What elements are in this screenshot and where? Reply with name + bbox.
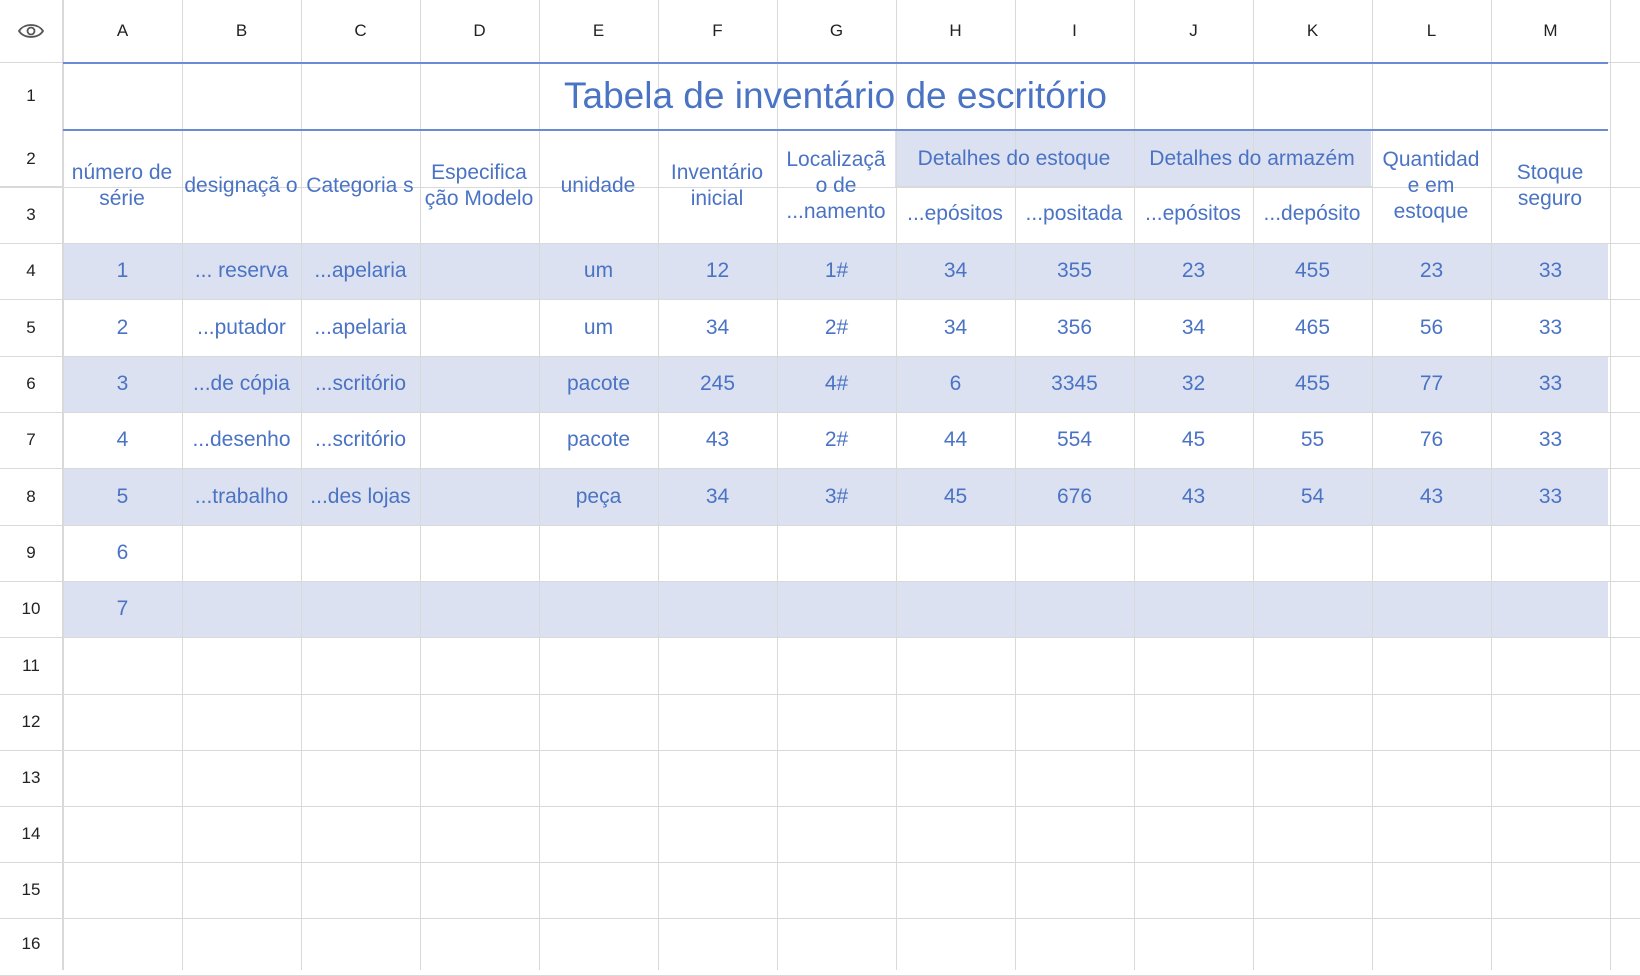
cell-k6[interactable]: 455 <box>1294 372 1331 395</box>
row-header-2[interactable]: 2 <box>26 148 36 168</box>
cell-c5[interactable]: ...apelaria <box>314 315 407 339</box>
row-header-14[interactable]: 14 <box>21 824 41 843</box>
cell-m9[interactable] <box>1491 525 1610 581</box>
cell-l5[interactable]: 56 <box>1419 315 1444 339</box>
column-header-m[interactable]: M <box>1543 21 1558 40</box>
cell-c9[interactable] <box>301 525 420 581</box>
cell-h6[interactable]: 6 <box>949 372 962 395</box>
cell-g4[interactable]: 1# <box>824 259 849 282</box>
cell-h10[interactable] <box>896 581 1015 637</box>
row-header-16[interactable]: 16 <box>21 934 41 953</box>
cell-b9[interactable] <box>182 525 301 581</box>
grid-line <box>0 806 1640 807</box>
cell-l9[interactable] <box>1372 525 1491 581</box>
cell-h9[interactable] <box>896 525 1015 581</box>
header-designation[interactable]: designaçã o <box>184 174 298 197</box>
header-unit[interactable]: unidade <box>560 174 636 197</box>
cell-j8[interactable]: 43 <box>1181 484 1206 508</box>
cell-i6[interactable]: 3345 <box>1051 372 1098 395</box>
cell-g7[interactable]: 2# <box>824 428 849 451</box>
cell-c8[interactable]: ...des lojas <box>310 484 411 508</box>
cell-e4[interactable]: um <box>583 259 614 282</box>
cell-d9[interactable] <box>420 525 539 581</box>
cell-h4[interactable]: 34 <box>943 259 968 282</box>
header-quantity-in-stock[interactable]: Quantidad e em estoque <box>1382 148 1480 223</box>
grid-line <box>0 637 1640 638</box>
header-serial[interactable]: número de série <box>71 161 173 210</box>
cell-j7[interactable]: 45 <box>1181 428 1206 451</box>
cell-l6[interactable]: 77 <box>1419 372 1444 395</box>
cell-h7[interactable]: 44 <box>943 428 968 451</box>
cell-j9[interactable] <box>1134 525 1253 581</box>
row-header-10[interactable]: 10 <box>21 599 41 618</box>
cell-d7[interactable] <box>420 412 539 468</box>
row-header-8[interactable]: 8 <box>26 486 36 506</box>
cell-e10[interactable] <box>539 581 658 637</box>
column-header-c[interactable]: C <box>354 21 367 40</box>
cell-f6[interactable]: 245 <box>699 372 736 395</box>
cell-f5[interactable]: 34 <box>705 315 730 339</box>
header-safe-stock[interactable]: Stoque seguro <box>1516 161 1584 210</box>
cell-j10[interactable] <box>1134 581 1253 637</box>
cell-j5[interactable]: 34 <box>1181 315 1206 339</box>
cell-i8[interactable]: 676 <box>1056 484 1093 508</box>
row-header-5[interactable]: 5 <box>26 317 36 337</box>
header-initial-inventory[interactable]: Inventário inicial <box>670 161 764 210</box>
header-spec-model[interactable]: Especifica ção Modelo <box>424 161 534 210</box>
row-header-11[interactable]: 11 <box>22 655 40 675</box>
cell-d8[interactable] <box>420 468 539 525</box>
header-warehouse-details[interactable]: Detalhes do armazém <box>1149 146 1355 170</box>
cell-m5[interactable]: 33 <box>1538 315 1563 339</box>
cell-m10[interactable] <box>1491 581 1610 637</box>
cell-c4[interactable]: ...apelaria <box>314 259 407 282</box>
cell-g5[interactable]: 2# <box>824 315 849 339</box>
cell-a10[interactable]: 7 <box>116 597 129 620</box>
row-header-6[interactable]: 6 <box>26 374 36 393</box>
cell-b8[interactable]: ...trabalho <box>194 484 289 508</box>
cell-e7[interactable]: pacote <box>566 428 631 451</box>
cell-d5[interactable] <box>420 299 539 356</box>
cell-k7[interactable]: 55 <box>1300 428 1325 451</box>
header-stock-deposits[interactable]: ...epósitos <box>907 202 1003 225</box>
cell-b10[interactable] <box>182 581 301 637</box>
cell-c7[interactable]: ...scritório <box>314 428 406 451</box>
cell-k4[interactable]: 455 <box>1294 259 1331 282</box>
grid-line <box>0 750 1640 751</box>
row-header-9[interactable]: 9 <box>26 543 36 562</box>
eye-icon[interactable] <box>0 0 62 62</box>
cell-b5[interactable]: ...putador <box>197 315 286 339</box>
cell-f4[interactable]: 12 <box>705 259 730 282</box>
sheet-title[interactable]: Tabela de inventário de escritório <box>564 75 1107 116</box>
row-header-3[interactable]: 3 <box>26 205 36 224</box>
cell-i10[interactable] <box>1015 581 1134 637</box>
cell-f7[interactable]: 43 <box>705 428 730 451</box>
cell-d6[interactable] <box>420 356 539 412</box>
cell-m4[interactable]: 33 <box>1538 259 1563 282</box>
cell-j4[interactable]: 23 <box>1181 259 1206 282</box>
header-stock-details[interactable]: Detalhes do estoque <box>917 146 1111 170</box>
grid-line <box>0 862 1640 863</box>
cell-f9[interactable] <box>658 525 777 581</box>
cell-k5[interactable]: 465 <box>1294 315 1331 339</box>
cell-b4[interactable]: ... reserva <box>194 259 289 282</box>
cell-a7[interactable]: 4 <box>116 428 129 451</box>
cell-a9[interactable]: 6 <box>116 541 129 564</box>
cell-a6[interactable]: 3 <box>116 372 129 395</box>
cell-f8[interactable]: 34 <box>705 484 730 508</box>
cell-i7[interactable]: 554 <box>1056 428 1093 451</box>
cell-h5[interactable]: 34 <box>943 315 968 339</box>
cell-a5[interactable]: 2 <box>116 315 129 339</box>
cell-a4[interactable]: 1 <box>116 259 129 282</box>
cell-l7[interactable]: 76 <box>1419 428 1444 451</box>
cell-d10[interactable] <box>420 581 539 637</box>
cell-e6[interactable]: pacote <box>566 372 631 395</box>
column-header-f[interactable]: F <box>712 21 723 40</box>
cell-g9[interactable] <box>777 525 896 581</box>
header-warehouse-deposits[interactable]: ...epósitos <box>1145 202 1241 225</box>
cell-l8[interactable]: 43 <box>1419 484 1444 508</box>
column-header-g[interactable]: G <box>829 21 844 40</box>
row-header-12[interactable]: 12 <box>21 712 41 731</box>
header-warehouse-deposit[interactable]: ...depósito <box>1263 202 1361 225</box>
grid-line <box>1610 0 1611 970</box>
row-header-4[interactable]: 4 <box>26 261 36 280</box>
row-header-15[interactable]: 15 <box>21 880 41 899</box>
cell-m6[interactable]: 33 <box>1538 372 1563 395</box>
cell-e5[interactable]: um <box>583 315 614 339</box>
cell-k8[interactable]: 54 <box>1300 484 1325 508</box>
cell-h8[interactable]: 45 <box>943 484 968 508</box>
column-header-d[interactable]: D <box>473 21 486 40</box>
cell-j6[interactable]: 32 <box>1181 372 1206 395</box>
grid-line <box>0 918 1640 919</box>
header-stock-deposited[interactable]: ...positada <box>1025 202 1123 225</box>
row-header-7[interactable]: 7 <box>26 430 36 449</box>
column-header-e[interactable]: E <box>592 21 605 40</box>
cell-k9[interactable] <box>1253 525 1372 581</box>
cell-g8[interactable]: 3# <box>824 484 849 508</box>
column-header-i[interactable]: I <box>1072 21 1077 40</box>
cell-c6[interactable]: ...scritório <box>314 372 406 395</box>
cell-i5[interactable]: 356 <box>1056 315 1093 339</box>
cell-b6[interactable]: ...de cópia <box>193 372 290 395</box>
cell-i9[interactable] <box>1015 525 1134 581</box>
cell-l10[interactable] <box>1372 581 1491 637</box>
cell-g10[interactable] <box>777 581 896 637</box>
cell-e9[interactable] <box>539 525 658 581</box>
column-header-a[interactable]: A <box>116 21 129 40</box>
cell-m8[interactable]: 33 <box>1538 484 1563 508</box>
cell-g6[interactable]: 4# <box>824 372 849 395</box>
cell-f10[interactable] <box>658 581 777 637</box>
grid-line <box>0 694 1640 695</box>
cell-a8[interactable]: 5 <box>116 484 129 508</box>
header-category[interactable]: Categoria s <box>306 174 414 197</box>
cell-k10[interactable] <box>1253 581 1372 637</box>
column-header-b[interactable]: B <box>235 21 248 40</box>
column-header-j[interactable]: J <box>1189 21 1198 40</box>
cell-e8[interactable]: peça <box>575 484 622 508</box>
cell-b7[interactable]: ...desenho <box>192 428 291 451</box>
column-header-h[interactable]: H <box>949 21 962 40</box>
column-header-l[interactable]: L <box>1426 21 1437 40</box>
column-header-k[interactable]: K <box>1306 21 1319 40</box>
row-header-1[interactable]: 1 <box>26 86 36 105</box>
cell-l4[interactable]: 23 <box>1419 259 1444 282</box>
row-header-13[interactable]: 13 <box>21 768 41 787</box>
cell-m7[interactable]: 33 <box>1538 428 1563 451</box>
header-storage-location[interactable]: Localizaçã o de ...namento <box>786 148 886 223</box>
cell-c10[interactable] <box>301 581 420 637</box>
cell-d4[interactable] <box>420 243 539 299</box>
cell-i4[interactable]: 355 <box>1056 259 1093 282</box>
